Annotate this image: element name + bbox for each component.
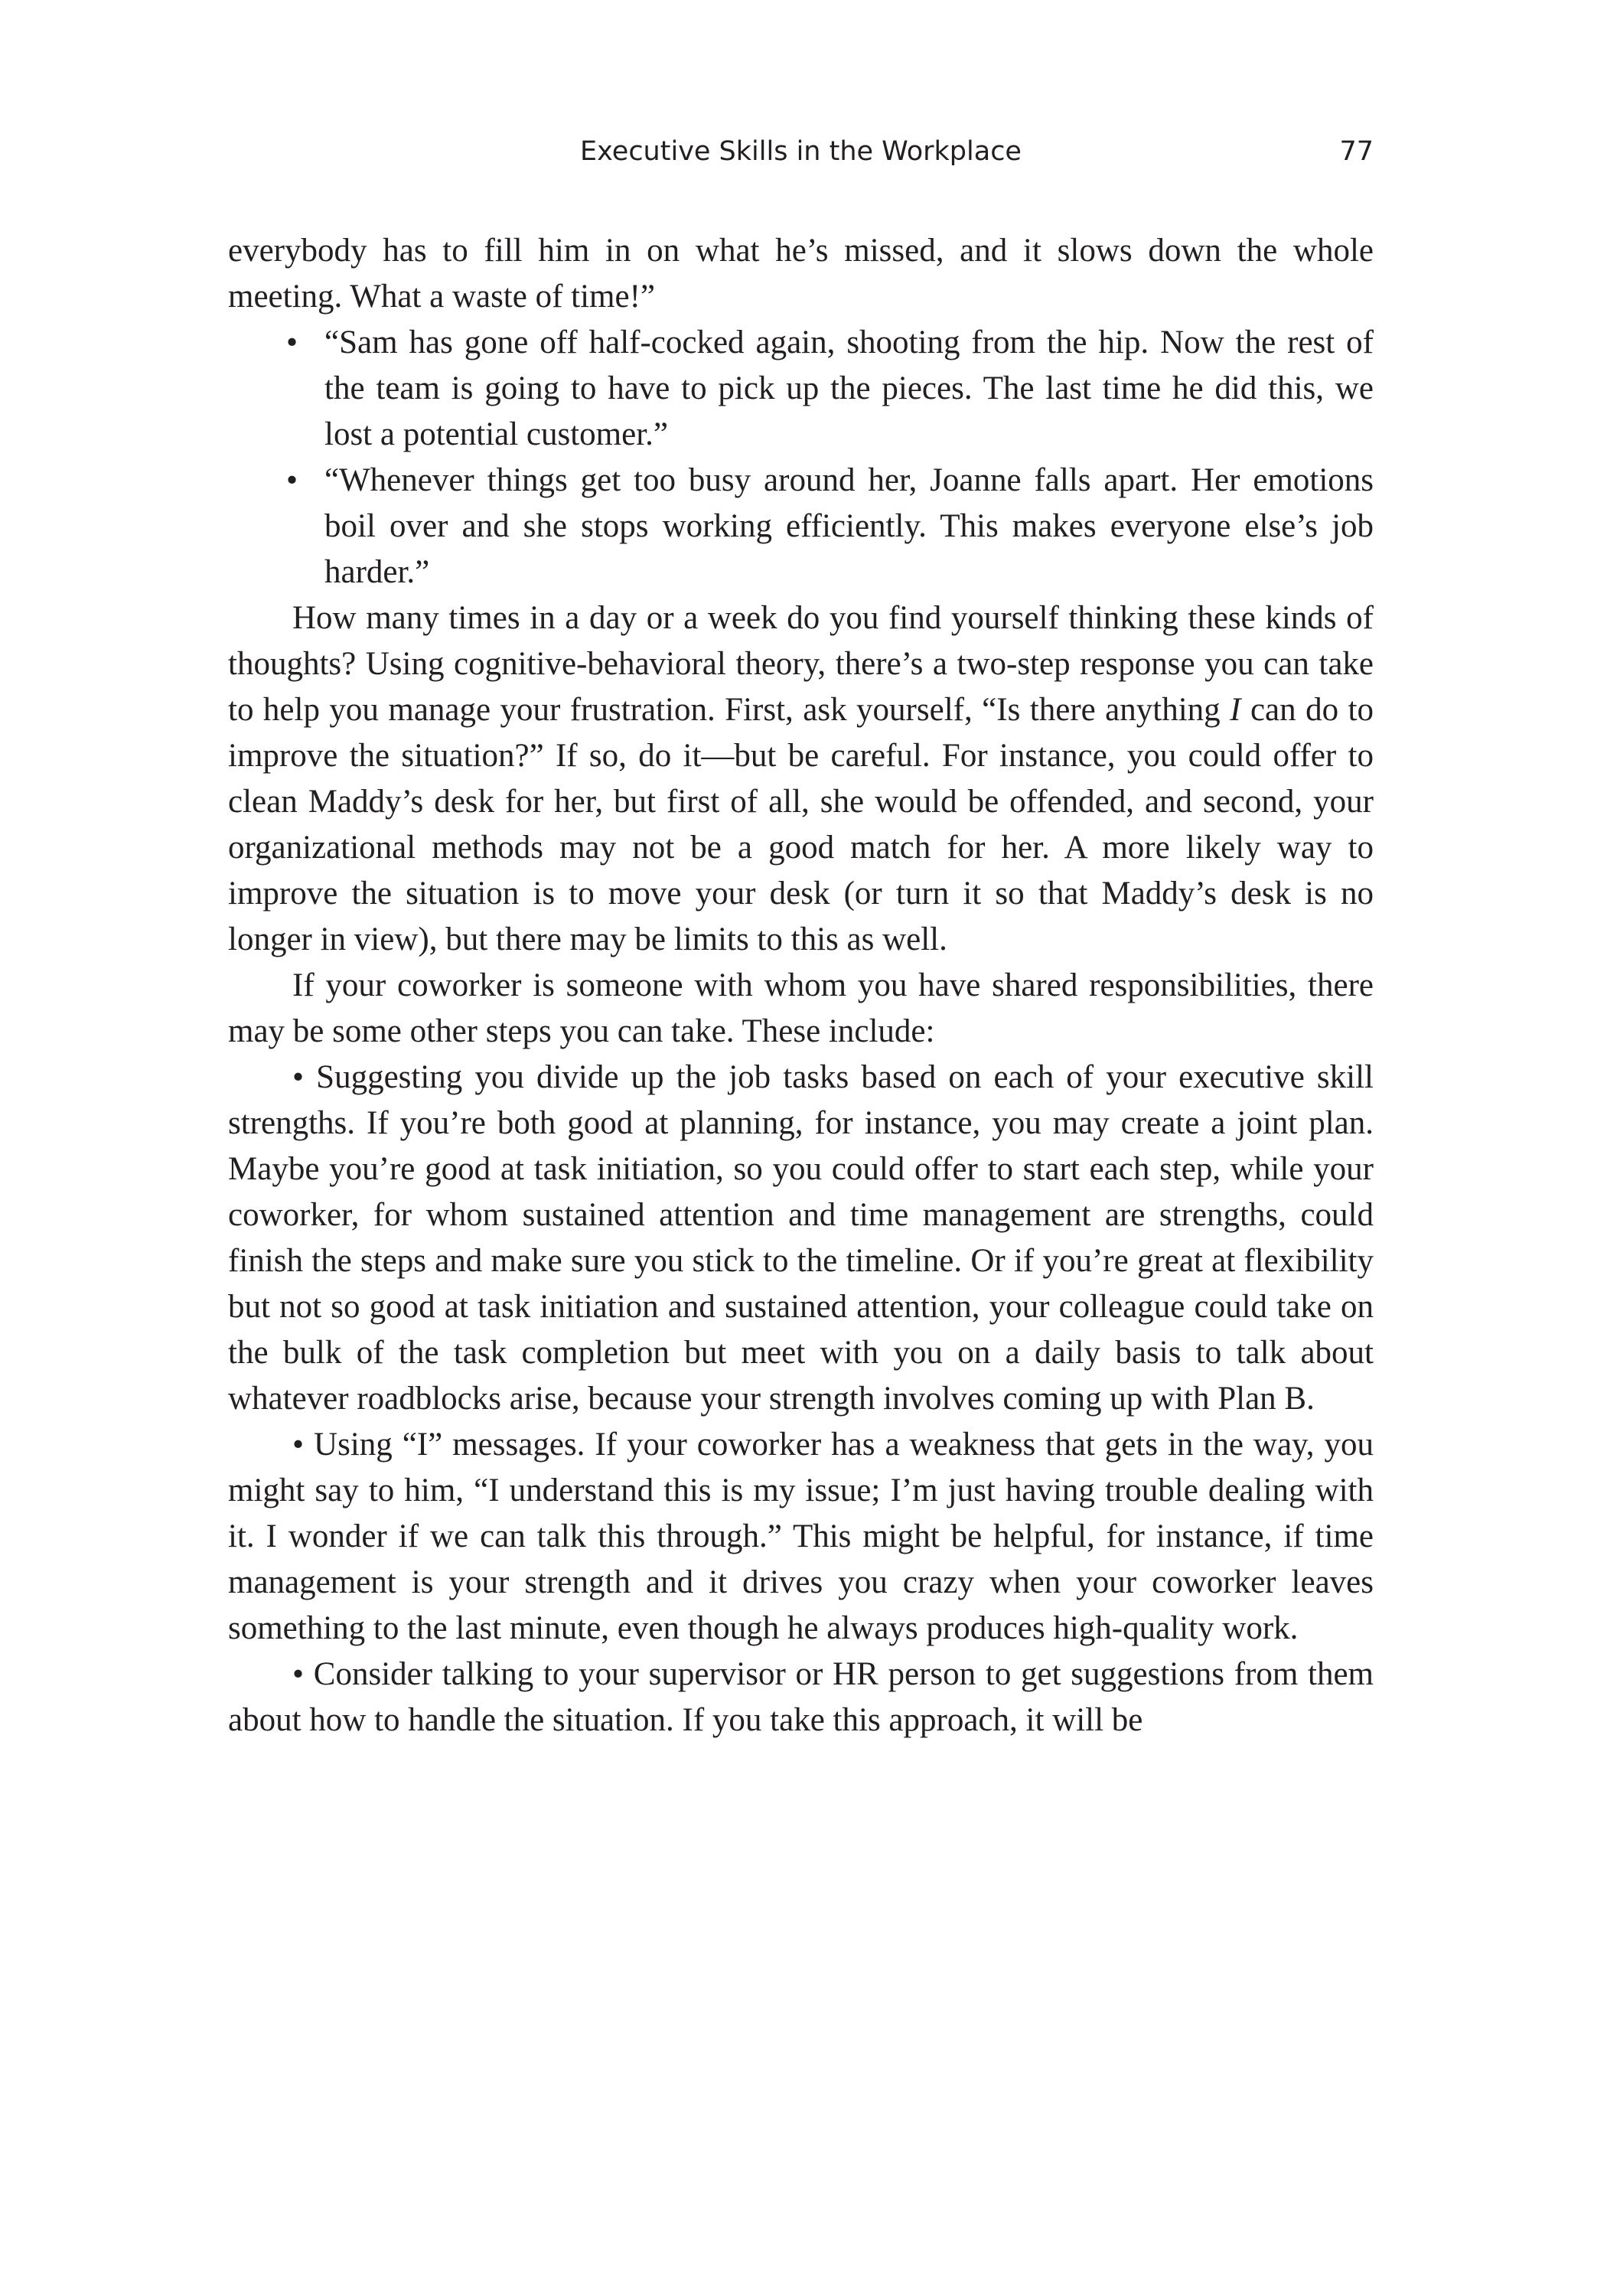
- quote-bullet: [228, 320, 1374, 458]
- quote-bullet-text: “Sam has gone off half-cocked again, shooting from the hip. Now the rest of the team is going to have to pick up the pieces. The last time he did this, we lost a potential customer.”: [324, 325, 1374, 452]
- quote-bullet: [228, 458, 1374, 595]
- emphasis-text: I: [1230, 692, 1241, 728]
- bullet-dot: •: [292, 1059, 305, 1095]
- step-bullet: [228, 1422, 1374, 1652]
- running-head-title: Executive Skills in the Workplace: [580, 136, 1022, 167]
- body-text: [228, 228, 1374, 1743]
- step-bullet: [228, 1652, 1374, 1743]
- bullet-dot: •: [292, 1427, 305, 1463]
- step-bullet-text: Using “I” messages. If your coworker has a weakness that gets in the way, you might say to him, “I understand this is my issue; I’m just having trouble dealing with it. I wonder if we can talk this through.” This might be helpful, for instance, if time management is your strength and it drives you crazy when your coworker leaves something to the last minute, even though he always produces high-quality work.: [228, 1427, 1374, 1646]
- continued-quote: everybody has to fill him in on what he’s missed, and it slows down the whole meeting. What a waste of time!”: [228, 233, 1374, 315]
- bullet-dot: •: [286, 462, 298, 498]
- paragraph: If your coworker is someone with whom you have shared responsibilities, there may be some other steps you can take. These include:: [228, 967, 1374, 1049]
- paragraph-text: can do to improve the situation?” If so, do it—but be careful. For instance, you could offer to clean Maddy’s desk for her, but first of all, she would be offended, and second, your organizational methods may not be a good match for her. A more likely way to improve the situation is to move your desk (or turn it so that Maddy’s desk is no longer in view), but there may be limits to this as well.: [228, 692, 1374, 957]
- bullet-dot: •: [292, 1656, 305, 1692]
- paragraph-text: How many times in a day or a week do you find yourself thinking these kinds of thoughts? Using cognitive-behavioral theory, there’s a two-step response you can take to help you manage your frustration. First, ask yourself, “Is there anything: [228, 600, 1374, 728]
- step-bullet-text: Suggesting you divide up the job tasks based on each of your executive skill strengths. If you’re both good at planning, for instance, you may create a joint plan. Maybe you’re good at task initiation, so you could offer to start each step, while your coworker, for whom sustained attention and time management are strengths, could finish the steps and make sure you stick to the timeline. Or if you’re great at flexibility but not so good at task initiation and sustained attention, your colleague could take on the bulk of the task completion but meet with you on a daily basis to talk about whatever roadblocks arise, because your strength involves coming up with Plan B.: [228, 1059, 1374, 1417]
- step-bullet: [228, 1055, 1374, 1422]
- running-head: [228, 136, 1374, 179]
- step-bullet-text: Consider talking to your supervisor or HR person to get suggestions from them about how to handle the situation. If you take this approach, it will be: [228, 1656, 1374, 1738]
- bullet-dot: •: [286, 325, 298, 360]
- page-number: 77: [1339, 136, 1374, 167]
- paragraph: [228, 595, 1374, 963]
- quote-bullet-text: “Whenever things get too busy around her, Joanne falls apart. Her emotions boil over and she stops working efficiently. This makes everyone else’s job harder.”: [324, 462, 1374, 590]
